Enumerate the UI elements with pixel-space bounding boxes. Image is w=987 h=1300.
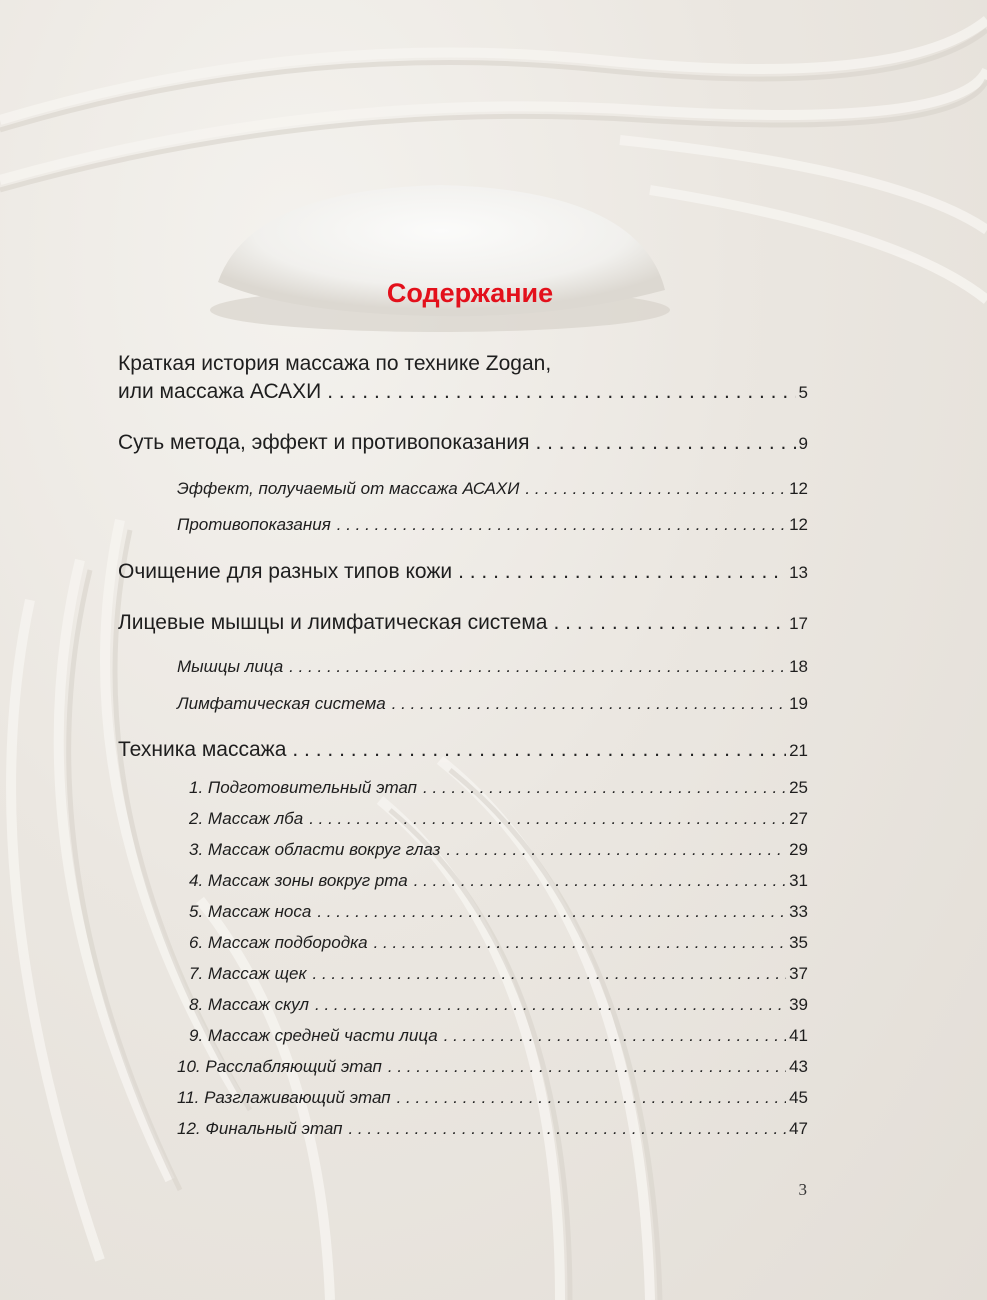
toc-step-12[interactable]: 12. Финальный этап . . . 47 [177,1119,808,1139]
toc-entry-effect[interactable]: Эффект, получаемый от массажа АСАХИ . . . 12 [177,479,808,499]
toc-step-8[interactable]: 8. Массаж скул . . . 39 [189,995,808,1015]
dot-leader [535,431,795,455]
dot-leader [327,380,795,404]
toc-step-5[interactable]: 5. Массаж носа . . . 33 [189,902,808,922]
page-ref: 45 [789,1088,808,1107]
toc-entry-history-line1: Краткая история массажа по технике Zogan, [118,352,552,375]
page-ref: 33 [789,902,808,921]
page-ref: 39 [789,995,808,1014]
toc-entry-lymph-system[interactable]: Лимфатическая система . . . 19 [177,694,808,714]
page-ref: 12 [789,479,808,498]
toc-step-9[interactable]: 9. Массаж средней части лица . . . 41 [189,1026,808,1046]
toc-step-2[interactable]: 2. Массаж лба . . . 27 [189,809,808,829]
dot-leader [388,1057,786,1077]
dot-leader [309,809,786,829]
page-ref: 9 [798,434,808,453]
dot-leader [315,995,786,1015]
page-ref: 29 [789,840,808,859]
page-ref: 21 [789,741,808,760]
toc-step-10[interactable]: 10. Расслабляющий этап . . . 43 [177,1057,808,1077]
dot-leader [374,933,786,953]
page-ref: 35 [789,933,808,952]
page-number: 3 [798,1180,807,1199]
toc-step-11[interactable]: 11. Разглаживающий этап . . . 45 [177,1088,808,1108]
dot-leader [458,560,786,584]
toc-entry-muscles-lymph[interactable]: Лицевые мышцы и лимфатическая система . . . 17 [118,611,808,635]
page-ref: 12 [789,515,808,534]
page-ref: 25 [789,778,808,797]
toc-entry-contraindications[interactable]: Противопоказания . . . 12 [177,515,808,535]
dot-leader [337,515,786,535]
page-ref: 43 [789,1057,808,1076]
dot-leader [292,738,786,762]
toc-step-1[interactable]: 1. Подготовительный этап . . . 25 [189,778,808,798]
toc-entry-cleansing[interactable]: Очищение для разных типов кожи . . . 13 [118,560,808,584]
page-ref: 13 [789,563,808,582]
toc-entry-face-muscles[interactable]: Мышцы лица . . . 18 [177,657,808,677]
dot-leader [289,657,786,677]
dot-leader [397,1088,786,1108]
dot-leader [423,778,786,798]
toc-step-6[interactable]: 6. Массаж подбородка . . . 35 [189,933,808,953]
page-ref: 5 [798,383,808,402]
dot-leader [446,840,786,860]
page-ref: 27 [789,809,808,828]
dot-leader [553,611,786,635]
dot-leader [317,902,786,922]
page-ref: 31 [789,871,808,890]
page-ref: 19 [789,694,808,713]
toc-step-4[interactable]: 4. Массаж зоны вокруг рта . . . 31 [189,871,808,891]
toc-entry-technique[interactable]: Техника массажа . . . 21 [118,738,808,762]
dot-leader [313,964,787,984]
dot-leader [444,1026,786,1046]
dot-leader [348,1119,786,1139]
toc-entry-method[interactable]: Суть метода, эффект и противопоказания . . . 9 [118,431,808,455]
dot-leader [414,871,786,891]
toc-step-3[interactable]: 3. Массаж области вокруг глаз . . . 29 [189,840,808,860]
dot-leader [525,479,786,499]
page-title: Содержание [386,278,554,308]
toc-step-7[interactable]: 7. Массаж щек . . . 37 [189,964,808,984]
dot-leader [392,694,786,714]
page-ref: 18 [789,657,808,676]
page-ref: 17 [789,614,808,633]
page-ref: 47 [789,1119,808,1138]
toc-entry-history[interactable]: или массажа АСАХИ . . . 5 [118,380,808,404]
page-ref: 41 [789,1026,808,1045]
page-ref: 37 [789,964,808,983]
